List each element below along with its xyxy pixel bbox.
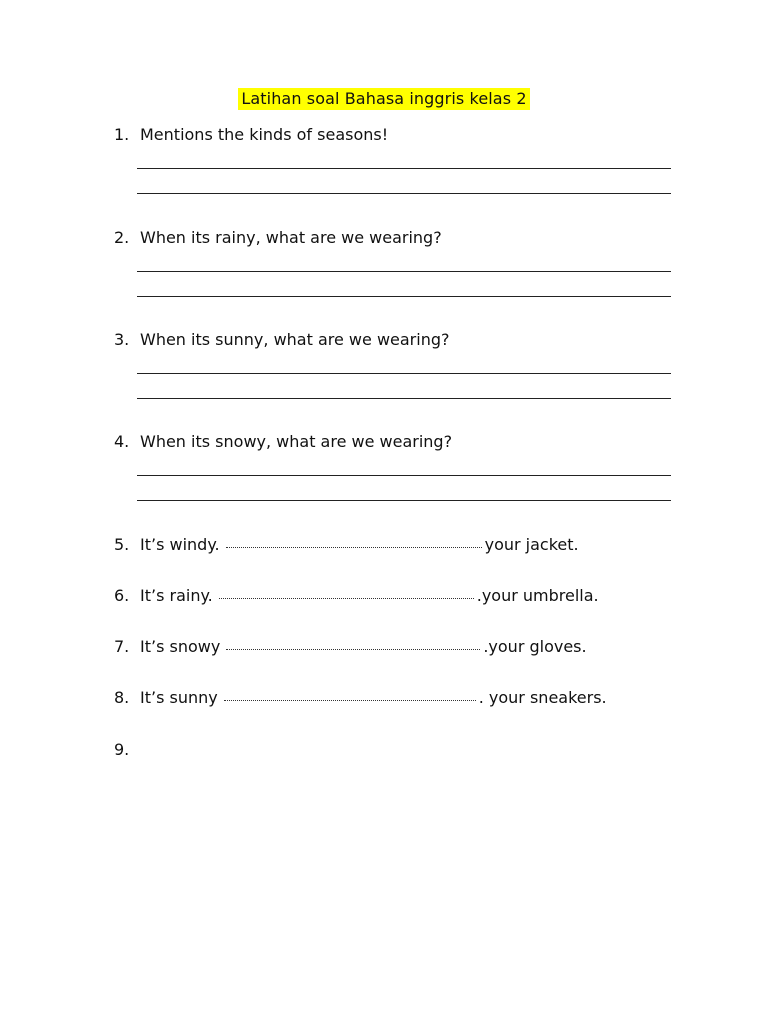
question-4 [114,431,452,453]
question-3 [114,329,449,351]
item-9 [114,739,140,761]
question-number: 4. [114,432,130,451]
question-2 [114,227,442,249]
answer-line[interactable] [137,296,671,297]
fill-in-blank[interactable] [226,546,482,548]
fill-in-prefix: It’s windy. [140,535,220,554]
fill-in-suffix: .your gloves. [483,637,587,656]
question-number: 2. [114,228,130,247]
fill-in-blank[interactable] [224,699,476,701]
fill-in-8 [114,687,607,709]
worksheet-title: Latihan soal Bahasa inggris kelas 2 [238,88,529,110]
fill-in-prefix: It’s rainy. [140,586,213,605]
question-number: 7. [114,637,130,656]
question-text: Mentions the kinds of seasons! [140,125,389,144]
fill-in-suffix: your jacket. [484,535,579,554]
question-text: When its rainy, what are we wearing? [140,228,442,247]
answer-line[interactable] [137,373,671,374]
question-number: 6. [114,586,130,605]
answer-line[interactable] [137,193,671,194]
question-text: When its sunny, what are we wearing? [140,330,450,349]
fill-in-blank[interactable] [226,648,480,650]
title-container [0,88,768,110]
question-number: 8. [114,688,130,707]
fill-in-suffix: .your umbrella. [476,586,599,605]
fill-in-prefix: It’s sunny [140,688,218,707]
question-number: 1. [114,125,130,144]
question-1 [114,124,388,146]
fill-in-6 [114,585,599,607]
question-text: When its snowy, what are we wearing? [140,432,453,451]
answer-line[interactable] [137,168,671,169]
question-number: 9. [114,740,130,759]
fill-in-blank[interactable] [219,597,474,599]
fill-in-prefix: It’s snowy [140,637,221,656]
fill-in-7 [114,636,587,658]
answer-line[interactable] [137,475,671,476]
question-number: 3. [114,330,130,349]
answer-line[interactable] [137,500,671,501]
answer-line[interactable] [137,398,671,399]
fill-in-5 [114,534,579,556]
question-number: 5. [114,535,130,554]
fill-in-suffix: . your sneakers. [478,688,607,707]
answer-line[interactable] [137,271,671,272]
